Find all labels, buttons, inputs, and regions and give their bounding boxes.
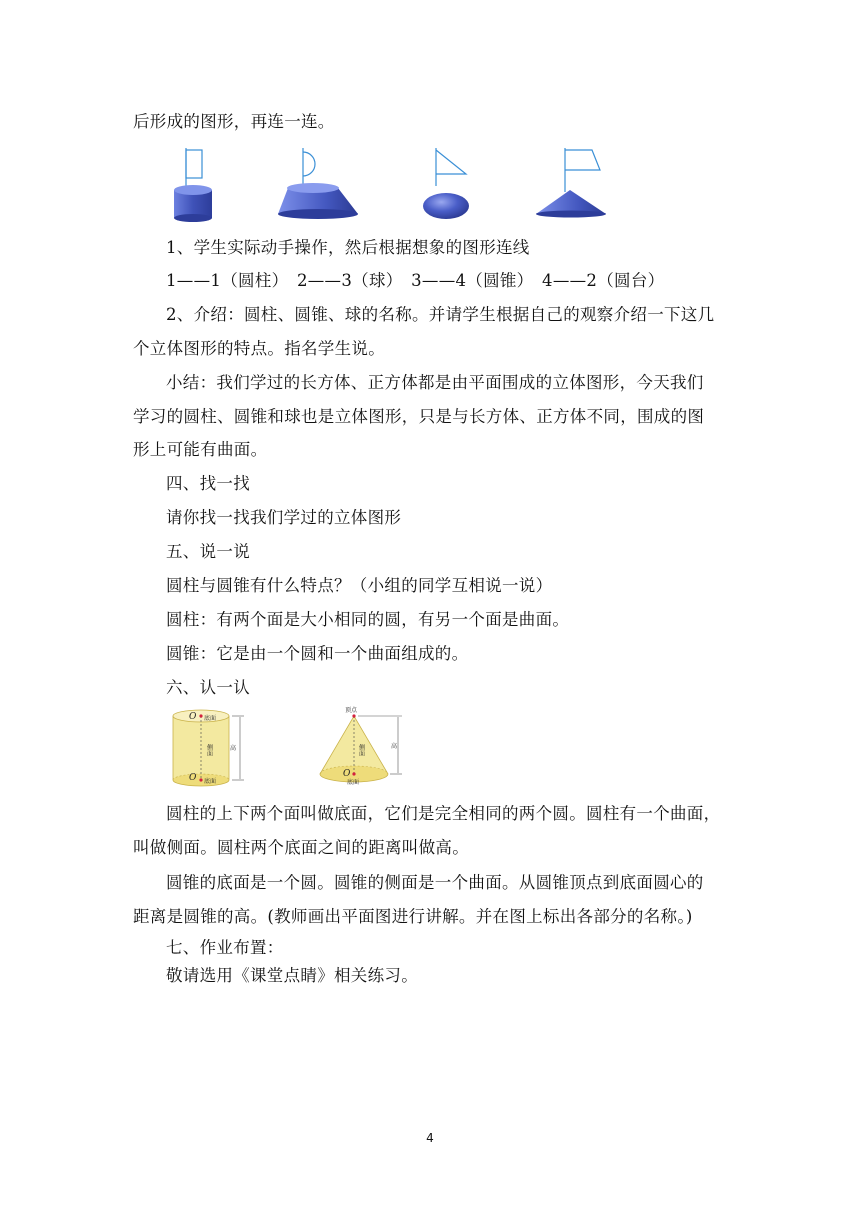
text-line: 圆柱：有两个面是大小相同的圆，有另一个面是曲面。 [166,610,570,629]
text-line: 圆锥：它是由一个圆和一个曲面组成的。 [166,644,469,663]
flag-rectangle [186,148,202,188]
section-heading: 七、作业布置： [166,938,284,957]
cone-apex-label: 顶点 [345,707,358,714]
text-line: 2、介绍：圆柱、圆锥、球的名称。并请学生根据自己的观察介绍一下这几 [166,305,715,324]
frustum-solid [278,183,358,219]
text-line: 圆柱与圆锥有什么特点？（小组的同学互相说一说） [166,576,553,595]
cone-diagram [318,704,410,790]
section-heading: 六、认一认 [166,678,250,697]
cylinder-height-label: 高 [230,745,237,752]
text-line: 学习的圆柱、圆锥和球也是立体图形，只是与长方体、正方体不同，围成的图 [133,407,705,426]
section-heading: 五、说一说 [166,542,250,561]
text-line: 圆锥的底面是一个圆。圆锥的侧面是一个曲面。从圆锥顶点到底面圆心的 [166,873,704,892]
text-line: 距离是圆锥的高。(教师画出平面图进行讲解。并在图上标出各部分的名称。) [133,907,693,926]
flag-trapezoid [565,148,600,192]
cone-solid [536,190,606,218]
text-line: 后形成的图形，再连一连。 [133,112,335,131]
page-number: 4 [426,1131,434,1145]
cone-side-label: 侧面 [357,744,365,756]
cylinder-top-base-label: 底面 [204,715,217,722]
section-heading: 四、找一找 [166,474,250,493]
text-line: 圆柱的上下两个面叫做底面，它们是完全相同的两个圆。圆柱有一个曲面， [166,804,721,823]
text-line: 叫做侧面。圆柱两个底面之间的距离叫做高。 [133,838,469,857]
cylinder-bottom-base-label: 底面 [204,778,217,785]
text-line: 1、学生实际动手操作，然后根据想象的图形连线 [166,238,530,257]
cylinder-solid [174,185,212,222]
ball-solid [423,193,469,219]
cylinder-bottom-o-label: O [189,773,197,783]
cylinder-top-o-label: O [189,712,197,722]
cone-o-label: O [343,769,351,779]
rotation-figures [160,140,620,222]
flag-triangle [436,148,466,186]
text-line: 小结：我们学过的长方体、正方体都是由平面围成的立体图形，今天我们 [166,373,704,392]
text-line: 1——1（圆柱） 2——3（球） 3——4（圆锥） 4——2（圆台） [166,271,665,290]
flag-semicircle [303,148,315,186]
cylinder-side-label: 侧面 [205,744,213,756]
text-line: 请你找一找我们学过的立体图形 [166,508,402,527]
text-line: 形上可能有曲面。 [133,440,268,459]
text-line: 敬请选用《课堂点睛》相关练习。 [166,966,418,985]
text-line: 个立体图形的特点。指名学生说。 [133,339,385,358]
cone-base-label: 底面 [347,779,360,786]
cylinder-diagram [166,706,248,790]
cone-height-label: 高 [391,743,398,750]
